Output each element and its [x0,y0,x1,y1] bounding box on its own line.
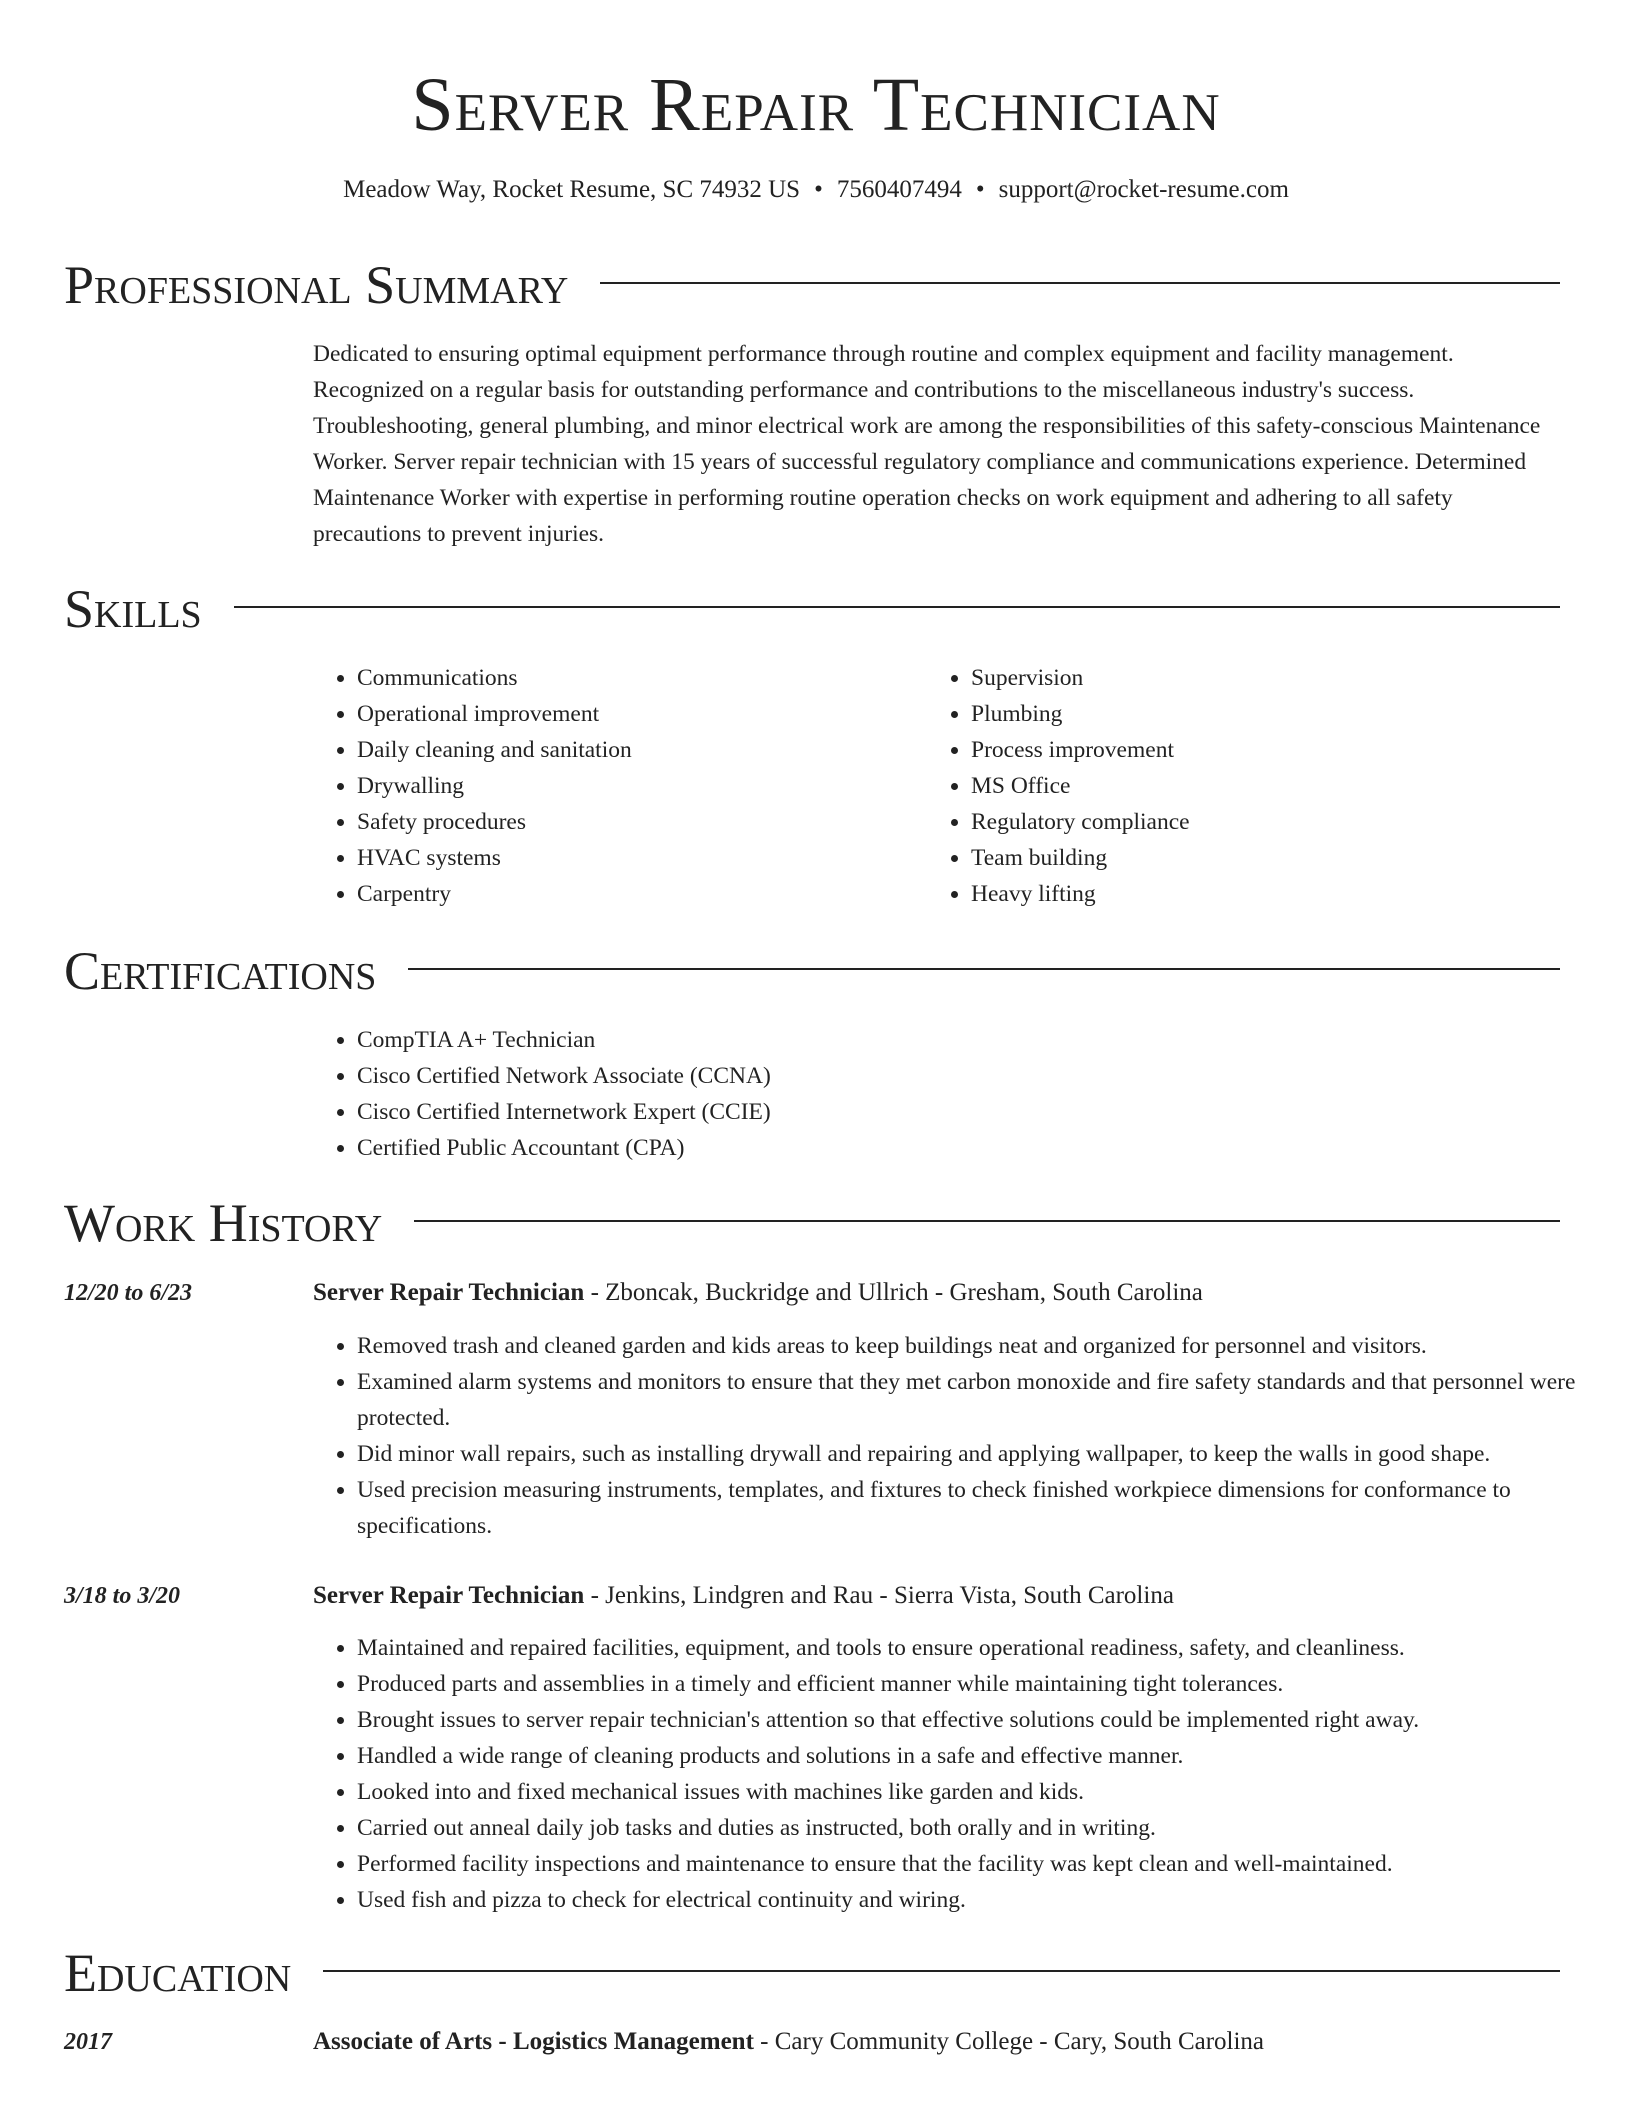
skill-list [313,660,913,912]
job-bullet-item: • Brought issues to server repair technician's attention so that effective solutions could be implemented right away. [357,1702,1583,1738]
job-bullet-item: • Performed facility inspections and maintenance to ensure that the facility was kept clean and well-maintained. [357,1846,1583,1882]
section-title-education: Education [64,1943,292,2003]
certification-item: • Cisco Certified Network Associate (CCNA) [357,1058,1313,1094]
skill-item: • Team building [971,840,1527,876]
skill-item: • Drywalling [357,768,913,804]
skills-section-header [64,577,1560,641]
job-title: Server Repair Technician [313,1279,585,1306]
job-bullet-list [313,1630,1583,1918]
job-responsibilities [313,1630,1583,1918]
section-title-skills: Skills [64,579,202,639]
work-history-section-header [64,1191,1560,1255]
job-bullet-item: • Produced parts and assemblies in a timely and efficient manner while maintaining tight tolerances. [357,1666,1583,1702]
job-bullet-item: • Used precision measuring instruments, templates, and fixtures to check finished workpiece dimensions for conformance to specifications. [357,1472,1583,1544]
certification-list [313,1022,1313,1166]
job-title-line [313,1578,1573,1614]
candidate-name: Server Repair Technician [411,63,1221,147]
education-degree: Associate of Arts - Logistics Management [313,2028,754,2055]
skill-item: • Communications [357,660,913,696]
skill-item: • Process improvement [971,732,1527,768]
skill-item: • Operational improvement [357,696,913,732]
education-line [313,2024,1573,2060]
section-divider [600,282,1560,284]
certification-item: • Cisco Certified Internetwork Expert (CCIE) [357,1094,1313,1130]
skill-list [927,660,1527,912]
skill-item: • Daily cleaning and sanitation [357,732,913,768]
summary-section-header [64,253,1560,317]
education-section-header [64,1941,1560,2005]
job-bullet-list [313,1328,1583,1544]
section-divider [234,606,1560,608]
job-title: Server Repair Technician [313,1582,585,1609]
section-title-summary: Professional Summary [64,255,569,315]
skill-item: • MS Office [971,768,1527,804]
skills-column-right [927,660,1527,912]
skill-item: • Plumbing [971,696,1527,732]
job-bullet-item: • Maintained and repaired facilities, equipment, and tools to ensure operational readiness, safety, and cleanliness. [357,1630,1583,1666]
certification-item: • Certified Public Accountant (CPA) [357,1130,1313,1166]
contact-email: support@rocket-resume.com [998,176,1289,203]
job-dates: 3/18 to 3/20 [64,1583,181,1609]
job-dates: 12/20 to 6/23 [64,1280,193,1306]
job-title-line [313,1275,1573,1311]
job-employer-location: - Jenkins, Lindgren and Rau - Sierra Vista, South Carolina [584,1582,1174,1609]
skill-item: • Safety procedures [357,804,913,840]
education-school-location: - Cary Community College - Cary, South Carolina [753,2028,1265,2055]
job-bullet-item: • Handled a wide range of cleaning products and solutions in a safe and effective manner. [357,1738,1583,1774]
job-bullet-item: • Carried out anneal daily job tasks and duties as instructed, both orally and in writing. [357,1810,1583,1846]
certifications-section-header [64,939,1560,1003]
skill-item: • Regulatory compliance [971,804,1527,840]
job-bullet-item: • Examined alarm systems and monitors to ensure that they met carbon monoxide and fire safety standards and that personnel were protected. [357,1364,1583,1436]
job-responsibilities [313,1328,1583,1544]
education-year: 2017 [64,2029,112,2055]
certification-item: • CompTIA A+ Technician [357,1022,1313,1058]
section-divider [414,1220,1560,1222]
job-bullet-item: • Did minor wall repairs, such as installing drywall and repairing and applying wallpaper, to keep the walls in good shape. [357,1436,1583,1472]
skill-item: • Supervision [971,660,1527,696]
contact-separator: • [814,176,823,203]
skill-item: • Heavy lifting [971,876,1527,912]
job-bullet-item: • Used fish and pizza to check for electrical continuity and wiring. [357,1882,1583,1918]
job-employer-location: - Zboncak, Buckridge and Ullrich - Gresham, South Carolina [584,1279,1203,1306]
section-title-work-history: Work History [64,1193,383,1253]
contact-separator: • [975,176,985,203]
contact-address: Meadow Way, Rocket Resume, SC 74932 US [343,176,801,203]
skill-item: • HVAC systems [357,840,913,876]
skills-column-left [313,660,913,912]
contact-line [0,173,1632,207]
skill-item: • Carpentry [357,876,913,912]
job-bullet-item: • Removed trash and cleaned garden and kids areas to keep buildings neat and organized for personnel and visitors. [357,1328,1583,1364]
section-title-certifications: Certifications [64,941,377,1001]
contact-phone: 7560407494 [836,176,962,203]
job-bullet-item: • Looked into and fixed mechanical issues with machines like garden and kids. [357,1774,1583,1810]
section-divider [408,968,1560,970]
summary-text: Dedicated to ensuring optimal equipment performance through routine and complex equipment and facility management. Recognized on a regular basis for outstanding performance and contributions to the miscellaneous industry's success. Troubleshooting, general plumbing, and minor electrical work are among the responsibilities of this safety-conscious Maintenance Worker. Server repair technician with 15 years of successful regulatory compliance and communications experience. Determined Maintenance Worker with expertise in performing routine operation checks on work equipment and adhering to all safety precautions to prevent injuries. [313,341,1541,547]
certifications-list [313,1022,1313,1166]
section-divider [323,1970,1560,1972]
